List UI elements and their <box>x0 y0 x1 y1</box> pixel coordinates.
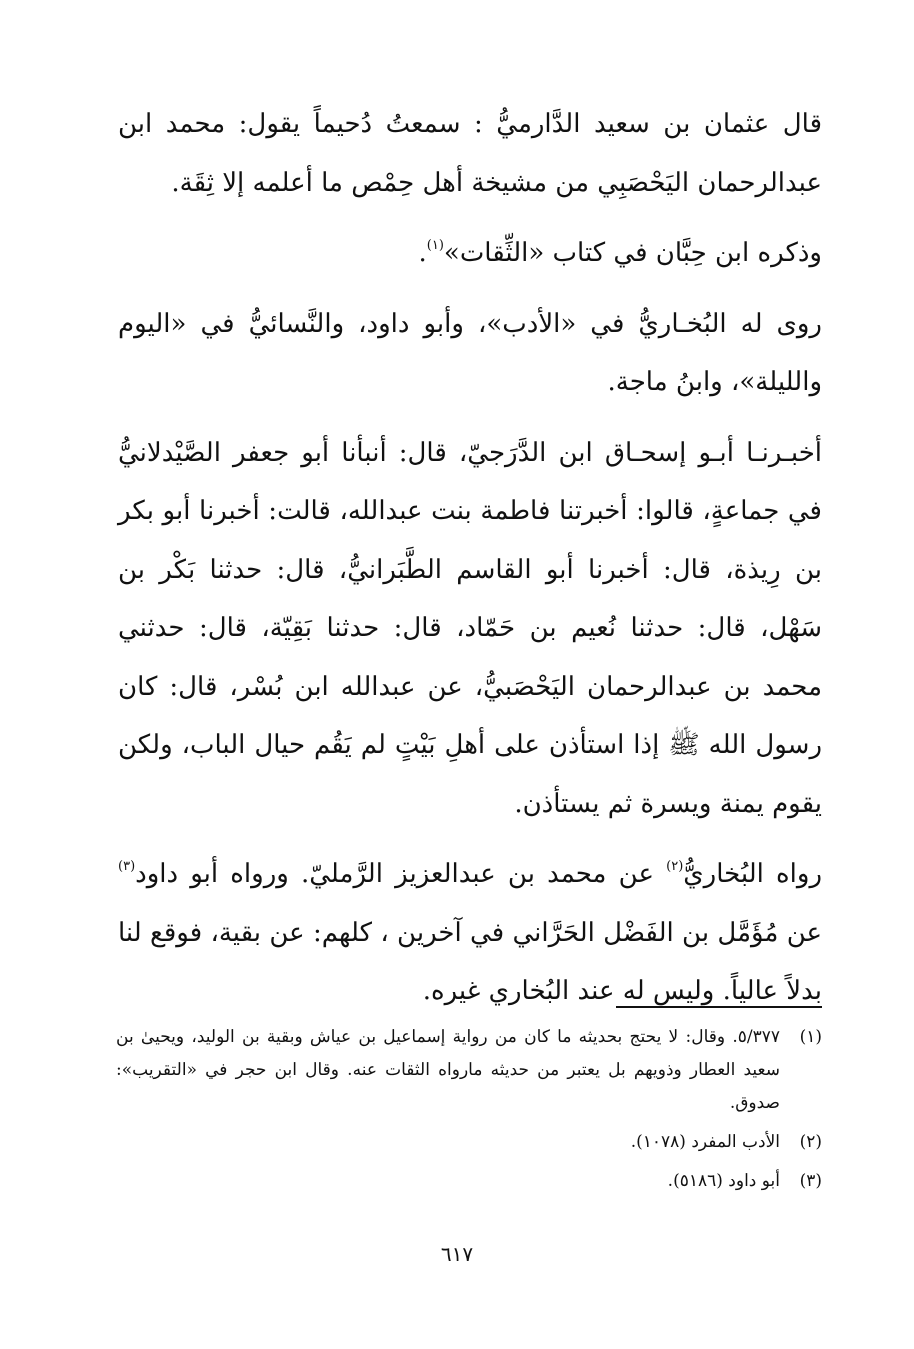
footnotes <box>116 1021 822 1204</box>
footnote-number: (١) <box>799 1027 822 1047</box>
footnote-ref-2: (٢) <box>666 859 684 874</box>
page-number: ٦١٧ <box>440 1242 474 1266</box>
paragraph-ibn-hibban: وذكره ابن حِبَّان في كتاب «الثِّقات»$^{(١)}$. <box>418 238 822 268</box>
footnote-ref-3: (٣) <box>118 859 136 874</box>
footnote-ref-1: (١) <box>426 238 444 253</box>
footnote-text: ٥/٣٧٧. وقال: لا يحتج بحديثه ما كان من رواية إسماعيل بن عياش وبقية بن الوليد، ويحيىٰ بن سعيد العطار وذويهم بل يعتبر من حديثه مارواه الثقات عنه. وقال ابن حجر في «التقريب»: صدوق. <box>116 1027 780 1113</box>
paragraph-uthman: قال عثمان بن سعيد الدَّارميُّ : سمعتُ دُحيماً يقول: محمد ابن عبدالرحمان اليَحْصَبِي من مشيخة أهل حِمْص ما أعلمه إلا ثِقَة. <box>118 109 822 198</box>
footnote-2 <box>116 1126 822 1159</box>
paragraph-riwayah <box>118 845 822 1021</box>
riwayah-text-3: عن مُؤَمَّل بن الفَضْل الحَرَّاني في آخرين ، كلهم: عن بقية، فوقع لنا بدلاً عالياً. وليس له عند البُخاري غيره. <box>118 917 822 1006</box>
footnote-separator <box>616 1006 822 1008</box>
ibn-hibban-text: وذكره ابن حِبَّان في كتاب «الثِّقات» <box>443 238 822 268</box>
footnote-3 <box>116 1165 822 1198</box>
riwayah-text-1: رواه البُخاريُّ <box>683 859 823 889</box>
footnote-text: الأدب المفرد (١٠٧٨). <box>630 1132 780 1152</box>
paragraph-hadith: أخبـرنـا أبـو إسحـاق ابن الدَّرَجيّ، قال: أنبأنا أبو جعفر الصَّيْدلانيُّ في جماعةٍ، قالوا: أخبرتنا فاطمة بنت عبدالله، قالت: أخبرنا أبو بكر بن رِيذة، قال: أخبرنا أبو القاسم الطَّبَرانيُّ، قال: حدثنا بَكْر بن سَهْل، قال: حدثنا نُعيم بن حَمّاد، قال: حدثنا بَقِيّة، قال: حدثني محمد بن عبدالرحمان اليَحْصَبيُّ، عن عبدالله ابن بُسْر، قال: كان رسول الله ﷺ إذا استأذن على أهلِ بَيْتٍ لم يَقُم حيال الباب، ولكن يقوم يمنة ويسرة ثم يستأذن. <box>118 437 822 819</box>
footnote-1 <box>116 1021 822 1120</box>
footnote-number: (٢) <box>799 1132 822 1152</box>
riwayah-text-2: عن محمد بن عبدالعزيز الرَّمليّ. ورواه أبو داود <box>135 859 667 889</box>
main-text <box>118 95 822 1021</box>
paragraph-narrators: روى له البُخـاريُّ في «الأدب»، وأبو داود، والنَّسائيُّ في «اليوم والليلة»، وابنُ ماجة. <box>118 308 822 397</box>
footnote-text: أبو داود (٥١٨٦). <box>667 1171 780 1191</box>
footnote-number: (٣) <box>799 1171 822 1191</box>
